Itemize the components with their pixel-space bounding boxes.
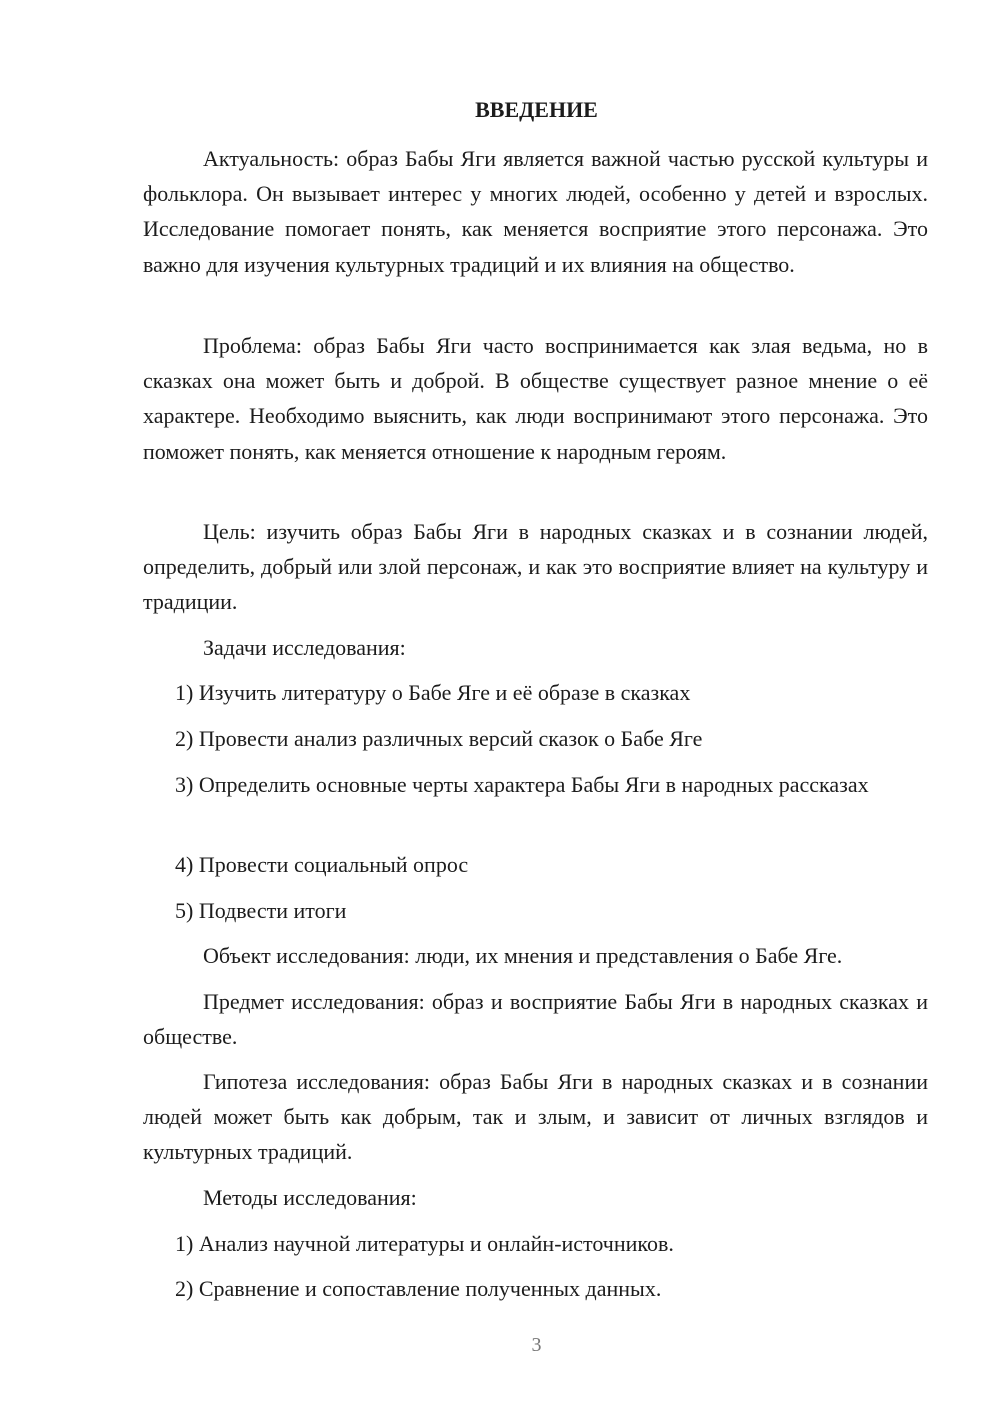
task-item xyxy=(143,893,928,928)
paragraph-subject xyxy=(143,984,928,1054)
method-item-text: 1) Анализ научной литературы и онлайн-источников. xyxy=(175,1231,674,1256)
paragraph-subject-text: Предмет исследования: образ и восприятие Бабы Яги в народных сказках и обществе. xyxy=(143,989,928,1050)
task-item-text: 3) Определить основные черты характера Бабы Яги в народных рассказах xyxy=(175,772,869,797)
tasks-heading-text: Задачи исследования: xyxy=(203,635,406,660)
page-title: ВВЕДЕНИЕ xyxy=(475,97,598,122)
paragraph-problem-text: Проблема: образ Бабы Яги часто воспринимается как злая ведьма, но в сказках она может быть и доброй. В обществе существует разное мнение о её характере. Необходимо выяснить, как люди воспринимают этого персонажа. Это поможет понять, как меняется отношение к народным героям. xyxy=(143,333,928,464)
paragraph-relevance-text: Актуальность: образ Бабы Яги является важной частью русской культуры и фольклора. Он вызывает интерес у многих людей, особенно у детей и взрослых. Исследование помогает понять, как меняется восприятие этого персонажа. Это важно для изучения культурных традиций и их влияния на общество. xyxy=(143,146,928,277)
task-item-text: 2) Провести анализ различных версий сказок о Бабе Яге xyxy=(175,726,703,751)
page-number: 3 xyxy=(531,1334,542,1356)
paragraph-problem xyxy=(143,328,928,469)
task-item xyxy=(143,721,928,756)
paragraph-relevance xyxy=(143,141,928,282)
paragraph-hypothesis-text: Гипотеза исследования: образ Бабы Яги в народных сказках и в сознании людей может быть как добрым, так и злым, и зависит от личных взглядов и культурных традиций. xyxy=(143,1069,928,1165)
task-item-text: 5) Подвести итоги xyxy=(175,898,347,923)
tasks-heading xyxy=(143,630,928,665)
paragraph-object-text: Объект исследования: люди, их мнения и представления о Бабе Яге. xyxy=(203,943,843,968)
paragraph-goal-text: Цель: изучить образ Бабы Яги в народных сказках и в сознании людей, определить, добрый или злой персонаж, и как это восприятие влияет на культуру и традиции. xyxy=(143,519,928,615)
methods-heading-text: Методы исследования: xyxy=(203,1185,417,1210)
task-item xyxy=(143,847,928,882)
method-item xyxy=(143,1271,928,1306)
paragraph-goal xyxy=(143,514,928,620)
method-item-text: 2) Сравнение и сопоставление полученных данных. xyxy=(175,1276,662,1301)
task-item xyxy=(143,675,928,710)
method-item xyxy=(143,1226,928,1261)
task-item-text: 4) Провести социальный опрос xyxy=(175,852,469,877)
task-item xyxy=(143,767,928,802)
task-item-text: 1) Изучить литературу о Бабе Яге и её образе в сказках xyxy=(175,680,691,705)
paragraph-object xyxy=(143,938,928,973)
paragraph-hypothesis xyxy=(143,1064,928,1170)
methods-heading xyxy=(143,1180,928,1215)
